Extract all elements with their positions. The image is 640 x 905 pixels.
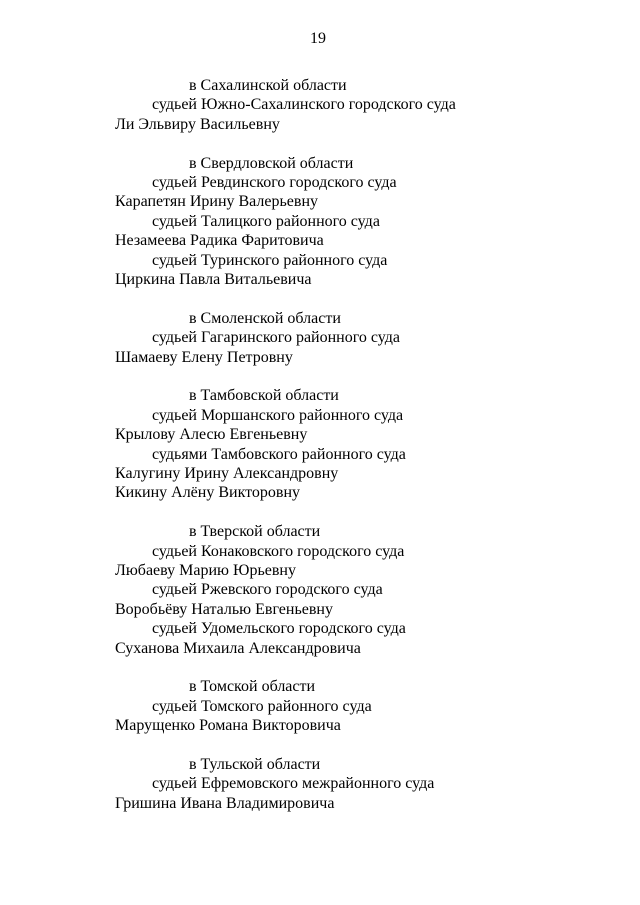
- judge-name: Кикину Алёну Викторовну: [115, 484, 301, 502]
- court-appointment: судьей Туринского районного суда: [152, 251, 388, 269]
- judge-name: Циркина Павла Витальевича: [115, 271, 312, 288]
- court-appointment: судьей Ревдинского городского суда: [152, 174, 397, 191]
- court-appointment: судьей Талицкого районного суда: [152, 212, 380, 230]
- judge-name: Воробьёву Наталью Евгеньевну: [115, 600, 333, 618]
- page-number: 19: [310, 30, 326, 47]
- region-heading: в Тверской области: [189, 523, 321, 541]
- judge-name: Ли Эльвиру Васильевну: [115, 115, 280, 133]
- court-appointment: судьей Моршанского районного суда: [152, 406, 404, 424]
- court-appointment: судьей Гагаринского районного суда: [152, 329, 401, 347]
- judge-name: Крылову Алесю Евгеньевну: [115, 426, 308, 444]
- court-appointment: судьей Южно-Сахалинского городского суда: [152, 96, 456, 114]
- region-heading: в Свердловской области: [189, 154, 354, 172]
- region-heading: в Тамбовской области: [189, 387, 339, 405]
- region-heading: в Тульской области: [189, 756, 321, 773]
- region-heading: в Томской области: [189, 678, 316, 696]
- court-appointment: судьей Томского районного суда: [152, 697, 372, 715]
- court-appointment: судьей Удомельского городского суда: [152, 620, 406, 638]
- judge-name: Любаеву Марию Юрьевну: [115, 562, 296, 579]
- judge-name: Карапетян Ирину Валерьевну: [115, 193, 319, 211]
- judge-name: Незамеева Радика Фаритовича: [115, 232, 324, 250]
- court-appointment: судьей Конаковского городского суда: [152, 542, 405, 560]
- court-appointment: судьями Тамбовского районного суда: [152, 445, 406, 463]
- court-appointment: судьей Ефремовского межрайонного суда: [152, 775, 435, 793]
- region-heading: в Смоленской области: [189, 309, 341, 327]
- region-heading: в Сахалинской области: [189, 77, 347, 94]
- judge-name: Суханова Михаила Александровича: [115, 639, 361, 657]
- judge-name: Шамаеву Елену Петровну: [115, 348, 293, 366]
- judge-name: Калугину Ирину Александровну: [115, 465, 339, 482]
- judge-name: Марущенко Романа Викторовича: [115, 717, 341, 735]
- court-appointment: судьей Ржевского городского суда: [152, 581, 383, 599]
- judge-name: Гришина Ивана Владимировича: [115, 794, 335, 812]
